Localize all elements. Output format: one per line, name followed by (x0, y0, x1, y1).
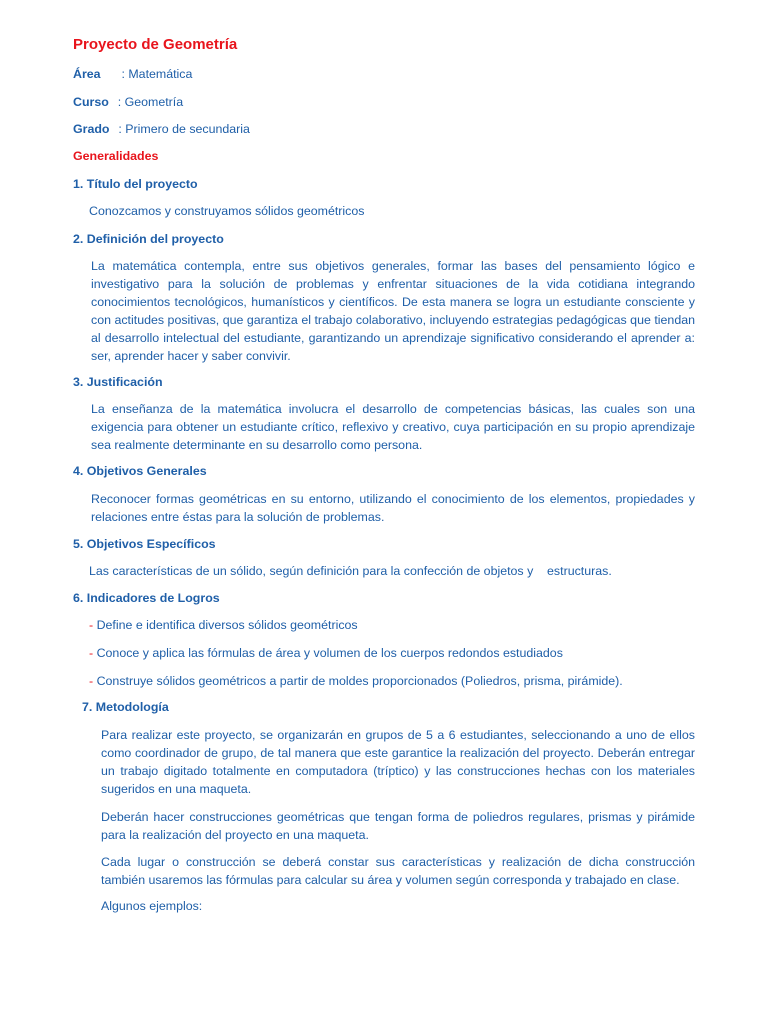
section-7-paragraph-2: Deberán hacer construcciones geométricas que tengan forma de poliedros regulares, prismas y pirámide para la realización del proyecto en una maqueta. (101, 810, 695, 842)
section-1-text: Conozcamos y construyamos sólidos geométricos (89, 204, 365, 218)
list-item-text: Conoce y aplica las fórmulas de área y volumen de los cuerpos redondos estudiados (96, 646, 563, 660)
generalidades-heading: Generalidades (73, 149, 159, 163)
section-3-text: La enseñanza de la matemática involucra el desarrollo de competencias básicas, las cuales son una exigencia para obtener un estudiante crítico, reflexivo y creativo, cuya participación en su propio aprendizaje sea realmente determinante en su desarrollo como persona. (91, 402, 695, 452)
section-7-heading: 7. Metodología (82, 700, 169, 714)
grado-line (73, 122, 250, 136)
section-4-text: Reconocer formas geométricas en su entorno, utilizando el conocimiento de los elementos, propiedades y relaciones entre éstas para la solución de problemas. (91, 492, 695, 524)
section-2-heading: 2. Definición del proyecto (73, 232, 224, 246)
list-item-text: Construye sólidos geométricos a partir de moldes proporcionados (Poliedros, prisma, pirámide). (96, 674, 623, 688)
section-3-heading: 3. Justificación (73, 375, 163, 389)
list-item-text: Define e identifica diversos sólidos geométricos (96, 618, 358, 632)
curso-value: : Geometría (117, 95, 184, 109)
section-5-text: Las características de un sólido, según definición para la confección de objetos y estructuras. (89, 564, 612, 578)
list-item (89, 646, 563, 660)
section-2-text: La matemática contempla, entre sus objetivos generales, formar las bases del pensamiento lógico e investigativo para la solución de problemas y enfrentar situaciones de la vida cotidiana integrando conocimientos tecnológicos, humanísticos y científicos. De esta manera se logra un estudiante consciente y con actitudes positivas, que garantiza el trabajo colaborativo, incluyendo estrategias pedagógicas que tiendan al desarrollo intelectual del estudiante, garantizando un aprendizaje significativo considerando el aprender a: ser, aprender hacer y saber convivir. (91, 259, 695, 363)
area-label: Área (73, 67, 101, 81)
section-7-paragraph-4: Algunos ejemplos: (101, 899, 203, 913)
area-value: : Matemática (121, 67, 193, 81)
bullet-dash: - (89, 674, 94, 688)
section-7-paragraph-1: Para realizar este proyecto, se organizarán en grupos de 5 a 6 estudiantes, seleccionando a uno de ellos como coordinador de grupo, de tal manera que este garantice la realización del proyecto. Deberán entregar un trabajo digitado totalmente en computadora (tríptico) y las construcciones hechas con los materiales sugeridos en una maqueta. (101, 728, 695, 796)
section-7-paragraph-3: Cada lugar o construcción se deberá constar sus características y realización de dicha construcción también usaremos las fórmulas para calcular su área y volumen según corresponda y trabajado en clase. (101, 855, 695, 887)
bullet-dash: - (89, 646, 94, 660)
area-line (73, 67, 192, 81)
curso-line (73, 95, 183, 109)
grado-label: Grado (73, 122, 110, 136)
document-title: Proyecto de Geometría (73, 36, 238, 53)
grado-value: : Primero de secundaria (118, 122, 250, 136)
list-item (89, 618, 358, 632)
section-5-heading: 5. Objetivos Específicos (73, 537, 216, 551)
bullet-dash: - (89, 618, 94, 632)
section-4-heading: 4. Objetivos Generales (73, 464, 207, 478)
curso-label: Curso (73, 95, 109, 109)
list-item (89, 674, 623, 688)
section-1-heading: 1. Título del proyecto (73, 177, 198, 191)
section-6-heading: 6. Indicadores de Logros (73, 591, 220, 605)
